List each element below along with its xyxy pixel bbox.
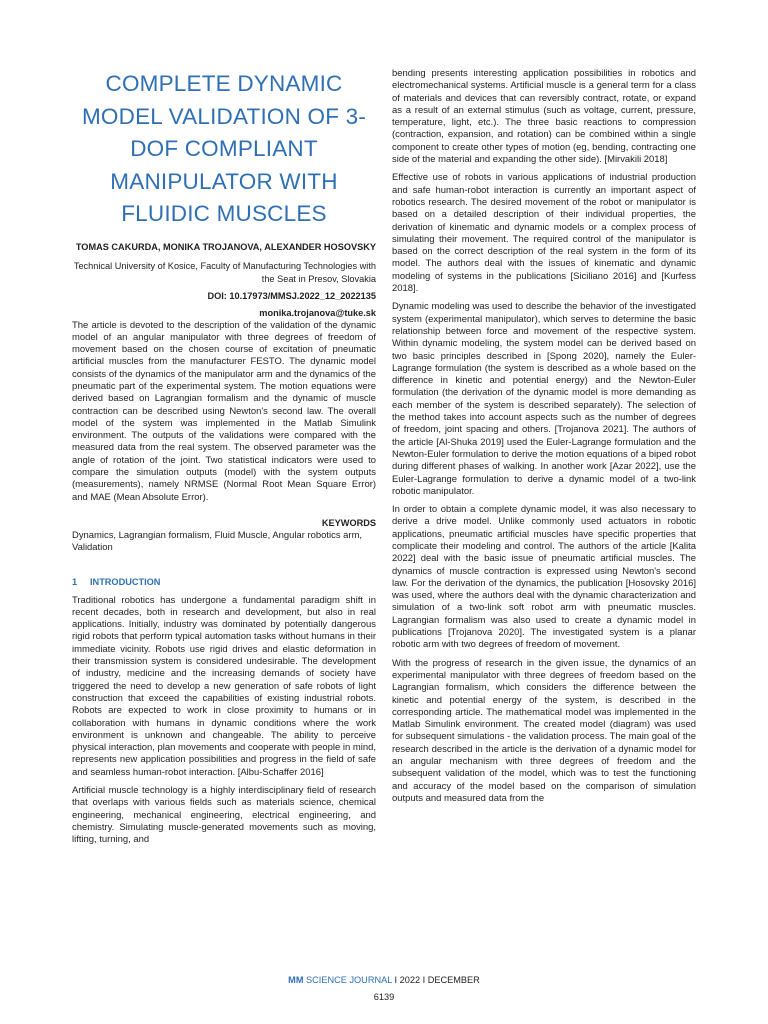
doi-link[interactable]: DOI: 10.17973/MMSJ.2022_12_2022135: [207, 290, 376, 301]
journal-logo-mm: MM: [288, 975, 304, 985]
body-paragraph: Effective use of robots in various applications of industrial production and safe human-robot interaction is currently an important aspect of robotics research. The desired movement of the robot or manipulator is based on a detailed description of their individual properties, the derivation of kinematic and dynamic models or a complex process of simulating their movement. The required control of the manipulator is based on the correct description of the real system in the form of its model. The authors deal with the issues of kinematic and dynamic modeling of systems in the publications [Siciliano 2016] and [Kurfess 2018].: [392, 172, 696, 295]
left-column: [72, 68, 376, 852]
abstract-text: The article is devoted to the description of the validation of the dynamic model of an angular manipulator with three degrees of freedom of movement based on the chosen course of excitation of pneumatic artificial muscles from the manufacturer FESTO. The dynamic model consists of the dynamics of the manipulator arm and the dynamics of the pneumatic part of the experimental system. The motion equations were derived based on Lagrangian formalism and the dynamic of muscle contraction can be described using Newton's second law. The overall model of the system was implemented in the Matlab Simulink environment. The outputs of the validations were compared with the measured data from the real system. The observed parameter was the angle of rotation of the joint. Two statistical indicators were used to compare the simulation outputs (model) with the system outputs (measurements), namely NRMSE (Normal Root Mean Square Error) and MAE (Mean Absolute Error).: [72, 319, 376, 503]
author-list: TOMAS CAKURDA, MONIKA TROJANOVA, ALEXANDER HOSOVSKY: [75, 241, 376, 252]
body-paragraph: Traditional robotics has undergone a fundamental paradigm shift in recent decades, both in research and development, but also in real applications. Initially, industry was dominated by potentially dangerous rigid robots that perform typical automation tasks without humans in their immediate vicinity. Robots use rigid drives and elastic deformation in their transmission system is considered undesirable. The development of industry, medicine and the increasing demands of society have triggered the need to develop a new generation of safe robots of light construction that exceed the capabilities of existing industrial robots. Robots are expected to work in close proximity to humans or in collaboration with humans in dynamic conditions where the work environment is unknown and changeable. The ability to perceive physical interaction, plan movements and cooperate with people in mind, represents new application possibilities and progress in the field of safe and seamless human-robot interaction. [Albu-Schaffer 2016]: [72, 594, 376, 778]
journal-issue: I 2022 I DECEMBER: [394, 975, 480, 985]
body-paragraph: With the progress of research in the given issue, the dynamics of an experimental manipulator with three degrees of freedom based on the Lagrangian formalism, which considers the difference between the kinetic and potential energy of the system, is described in the corresponding article. The mathematical model was implemented in the Matlab Simulink environment. The created model (diagram) was used for subsequent simulations - the validation process. The main goal of the research described in the article is the derivation of a dynamic model for an angular mechanism with three degrees of freedom and the subsequent validation of the model, which was to test the functioning and accuracy of the model based on the comparison of simulation outputs and measured data from the: [392, 657, 696, 804]
paper-title: COMPLETE DYNAMIC MODEL VALIDATION OF 3-DOF COMPLIANT MANIPULATOR WITH FLUIDIC MUSCLES: [81, 71, 367, 226]
contact-email[interactable]: monika.trojanova@tuke.sk: [259, 307, 376, 318]
page-number: 6139: [373, 992, 395, 1002]
body-paragraph: bending presents interesting application possibilities in robotics and electromechanical systems. Artificial muscle is a general term for a class of materials and devices that can reversibly contract, rotate, or expand as a result of an external stimulus (such as voltage, current, pressure, temperature, light, etc.). The three basic reactions to compression (contraction, expansion, and rotation) can be combined within a single component to create other types of motion (eg, bending, contracting one side of the material and expanding the other side). [Mirvakili 2018]: [392, 68, 696, 166]
affiliation: Technical University of Kosice, Faculty of Manufacturing Technologies with the Seat in Presov, Slovakia: [73, 260, 376, 284]
journal-name: SCIENCE JOURNAL: [306, 975, 392, 985]
section-heading-introduction: [72, 577, 376, 587]
keywords-text: Dynamics, Lagrangian formalism, Fluid Muscle, Angular robotics arm, Validation: [72, 529, 363, 554]
body-paragraph: Artificial muscle technology is a highly interdisciplinary field of research that overlaps with various fields such as materials science, chemical engineering, mechanical engineering, electrical engineering, and chemistry. Simulating muscle-generated movements such as moving, lifting, turning, and: [72, 785, 376, 846]
section-number: 1: [72, 576, 78, 587]
journal-footer: [0, 975, 768, 985]
section-title: INTRODUCTION: [90, 576, 161, 587]
body-paragraph: In order to obtain a complete dynamic model, it was also necessary to derive a drive model. Unlike commonly used actuators in robotic applications, pneumatic artificial muscles have specific properties that complicate their modeling and control. The authors of the article [Kalita 2022] deal with the basic issue of pneumatic artificial muscles. The dynamics of muscle contraction is expressed using Newton's second law. For the derivation of the dynamics, the publication [Hosovsky 2016] was used, where the authors deal with the dynamic characterization and simulation of a two-link soft robot arm with pneumatic muscles. Lagrangian formalism was also used to create a dynamic model in publications [Trojanova 2020]. The investigated system is a planar robotic arm with two degrees of freedom of movement.: [392, 504, 696, 651]
keywords-heading: KEYWORDS: [321, 517, 376, 528]
right-column: [392, 68, 696, 811]
body-paragraph: Dynamic modeling was used to describe the behavior of the investigated system (experimental manipulator), which serves to determine the basic relationship between force and movement of the respective system. Within dynamic modeling, the system model can be derived based on two basic principles described in [Spong 2020], namely the Euler-Lagrange formulation (the system is described as a whole based on the difference in kinetic and potential energy) and the Newton-Euler formulation (the derivation of the dynamic model is more demanding as each member of the system is described separately). The selection of the method takes into account aspects such as the number of degrees of freedom, joint spacing and others. [Trojanova 2021]. The authors of the article [Al-Shuka 2019] used the Euler-Lagrange formulation and the Newton-Euler formulation to derive the motion equations of a biped robot during different phases of walking. In another work [Azar 2022], use the Euler-Lagrange formulation to derive a dynamic model of a two-link robotic manipulator.: [392, 301, 696, 497]
